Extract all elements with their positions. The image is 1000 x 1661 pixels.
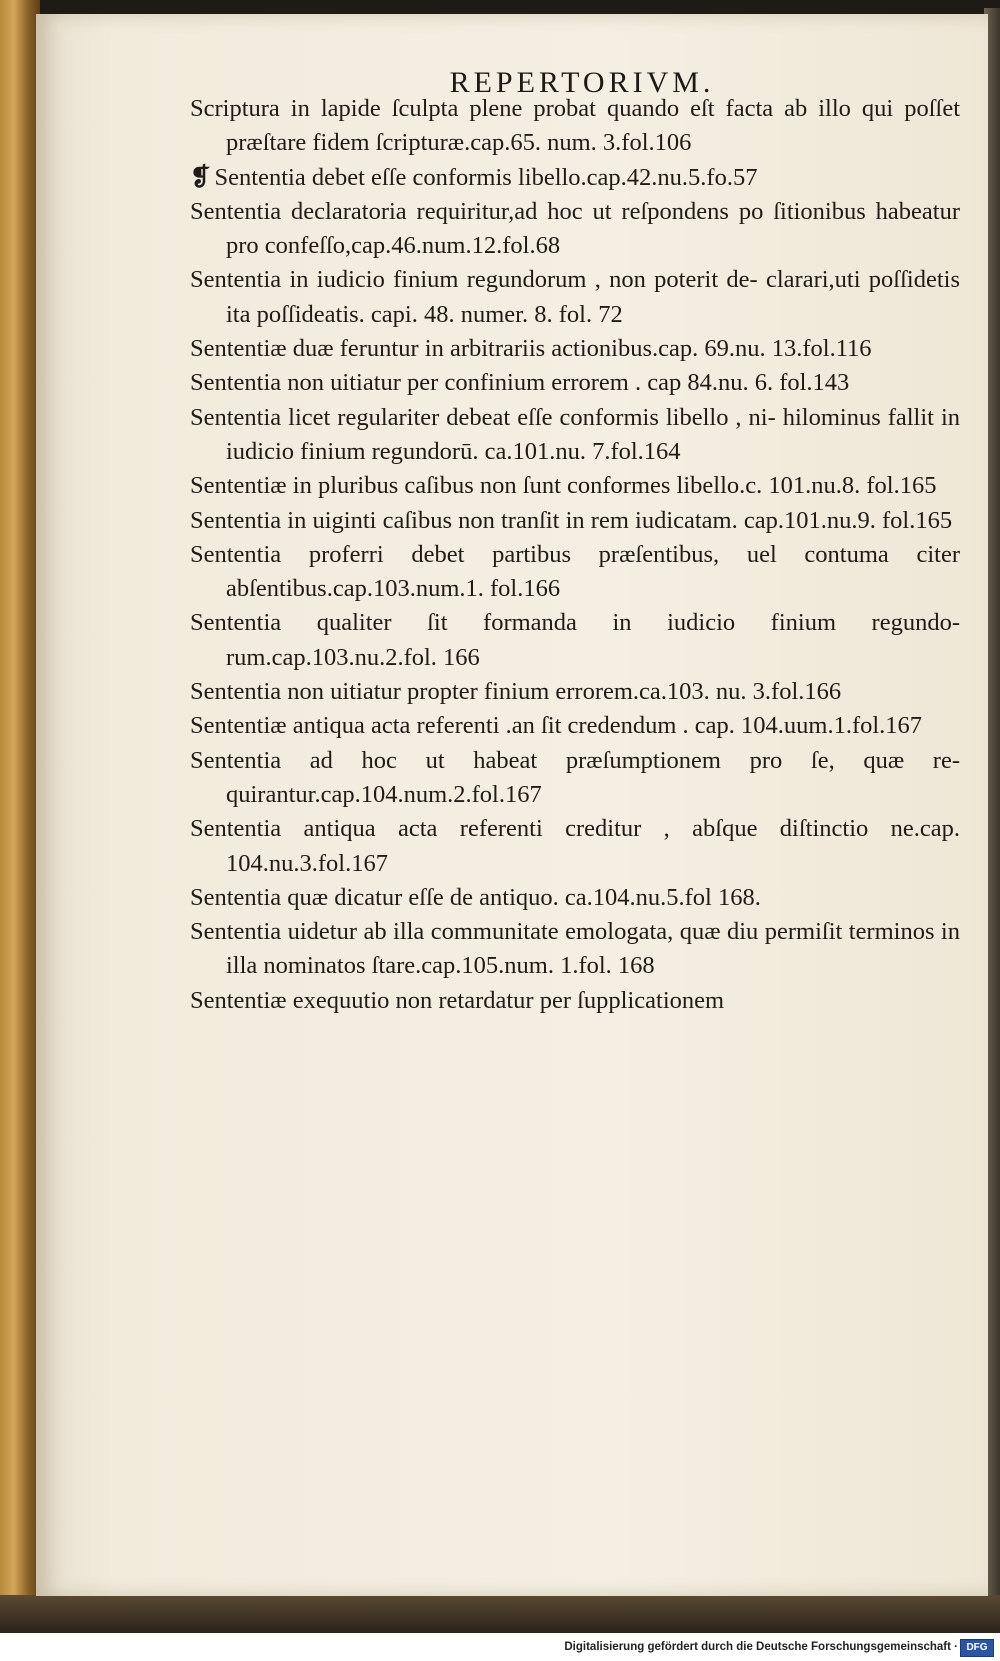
index-entry [190, 92, 960, 161]
index-entry [190, 915, 960, 984]
running-head: REPERTORIVM. [449, 66, 715, 99]
index-entry-text: Sententiæ antiqua acta referenti .an ſit credendum . cap. 104.uum.1.fol.167 [190, 712, 923, 740]
index-entry-text: Sententia debet eſſe conformis libello.cap.42.nu.5.fo.57 [214, 163, 758, 191]
index-entry [190, 332, 960, 366]
index-entry-text: Sententiæ in pluribus caſibus non ſunt conformes libello.c. 101.nu.8. fol.165 [190, 472, 937, 500]
index-entry-text: Sententia uidetur ab illa communitate emologata, quæ diu permiſit terminos in illa nominatos ſtare.cap.105.num. 1.fol. 168 [190, 918, 960, 980]
book-bottom-edge [0, 1595, 1000, 1633]
index-entry [190, 161, 960, 195]
paragraph-mark-icon: ❡ [190, 163, 211, 191]
index-entry-text: Sententia non uitiatur per confinium errorem . cap 84.nu. 6. fol.143 [190, 369, 850, 397]
index-entry [190, 469, 960, 503]
index-entry [190, 366, 960, 400]
digitization-footer [0, 1633, 1000, 1661]
dfg-logo-icon: DFG [960, 1639, 994, 1657]
index-entry-text: Sententia in iudicio finium regundorum , non poterit de- clarari,uti poſſidetis ita poſſideatis. capi. 48. numer. 8. fol. 72 [190, 266, 960, 328]
footer-credit: Digitalisierung gefördert durch die Deutsche Forschungsgemeinschaft · [564, 1641, 958, 1653]
index-entry-text: Sententiæ exequutio non retardatur per ſupplicationem [190, 986, 725, 1014]
index-entry [190, 881, 960, 915]
index-entry [190, 263, 960, 332]
index-entry-text: Scriptura in lapide ſculpta plene probat quando eſt facta ab illo qui poſſet præſtare fidem ſcripturæ.cap.65. num. 3.fol.106 [190, 95, 960, 157]
index-entry-text: Sententia proferri debet partibus præſentibus, uel contuma citer abſentibus.cap.103.num.1. fol.166 [190, 540, 960, 603]
book-fore-edge [0, 0, 40, 1625]
index-entries [190, 92, 960, 1018]
index-entry-text: Sententia licet regulariter debeat eſſe conformis libello , ni- hilominus fallit in iudicio finium regundorū. ca.101.nu. 7.fol.164 [190, 403, 960, 465]
index-entry [190, 195, 960, 264]
index-entry [190, 744, 960, 813]
index-entry [190, 709, 960, 743]
index-entry-text: Sententia quæ dicatur eſſe de antiquo. ca.104.nu.5.fol 168. [190, 883, 761, 911]
index-entry [190, 675, 960, 709]
index-entry-text: Sententia ad hoc ut habeat præſumptionem pro ſe, quæ re- quirantur.cap.104.num.2.fol.167 [190, 746, 960, 808]
index-entry [190, 401, 960, 470]
index-entry-text: Sententia declaratoria requiritur,ad hoc ut reſpondens po ſitionibus habeatur pro confeſſo,cap.46.num.12.fol.68 [190, 197, 960, 260]
index-entry [190, 504, 960, 538]
index-entry [190, 606, 960, 675]
index-entry-text: Sententia in uiginti caſibus non tranſit in rem iudicatam. cap.101.nu.9. fol.165 [190, 506, 953, 534]
index-entry [190, 812, 960, 881]
index-entry [190, 538, 960, 607]
index-entry-text: Sententia qualiter ſit formanda in iudicio finium regundo- rum.cap.103.nu.2.fol. 166 [190, 609, 960, 671]
index-entry-text: Sententia non uitiatur propter finium errorem.ca.103. nu. 3.fol.166 [190, 678, 842, 706]
index-entry-text: Sententiæ duæ feruntur in arbitrariis actionibus.cap. 69.nu. 13.fol.116 [190, 335, 872, 363]
index-entry-text: Sententia antiqua acta referenti creditur , abſque diſtinctio ne.cap. 104.nu.3.fol.167 [190, 815, 960, 877]
index-entry [190, 984, 960, 1018]
